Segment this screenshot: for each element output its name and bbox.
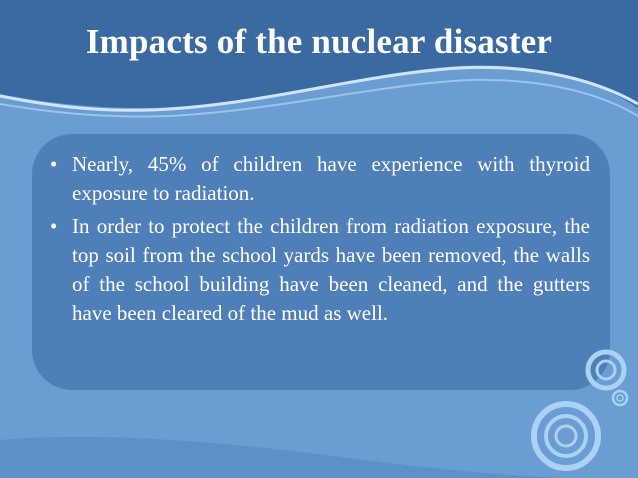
decorative-rings bbox=[528, 348, 638, 478]
bullet-item bbox=[50, 212, 590, 328]
bullet-item bbox=[50, 150, 590, 208]
bullet-list bbox=[50, 150, 590, 332]
bullet-marker: • bbox=[50, 214, 58, 238]
slide-title: Impacts of the nuclear disaster bbox=[85, 22, 553, 61]
bullet-marker: • bbox=[50, 152, 58, 176]
bullet-text: In order to protect the children from radiation exposure, the top soil from the school yards have been removed, the walls of the school building have been cleaned, and the gutters have been cleared of the mud as well. bbox=[72, 214, 590, 325]
bullet-text: Nearly, 45% of children have experience with thyroid exposure to radiation. bbox=[72, 152, 590, 205]
